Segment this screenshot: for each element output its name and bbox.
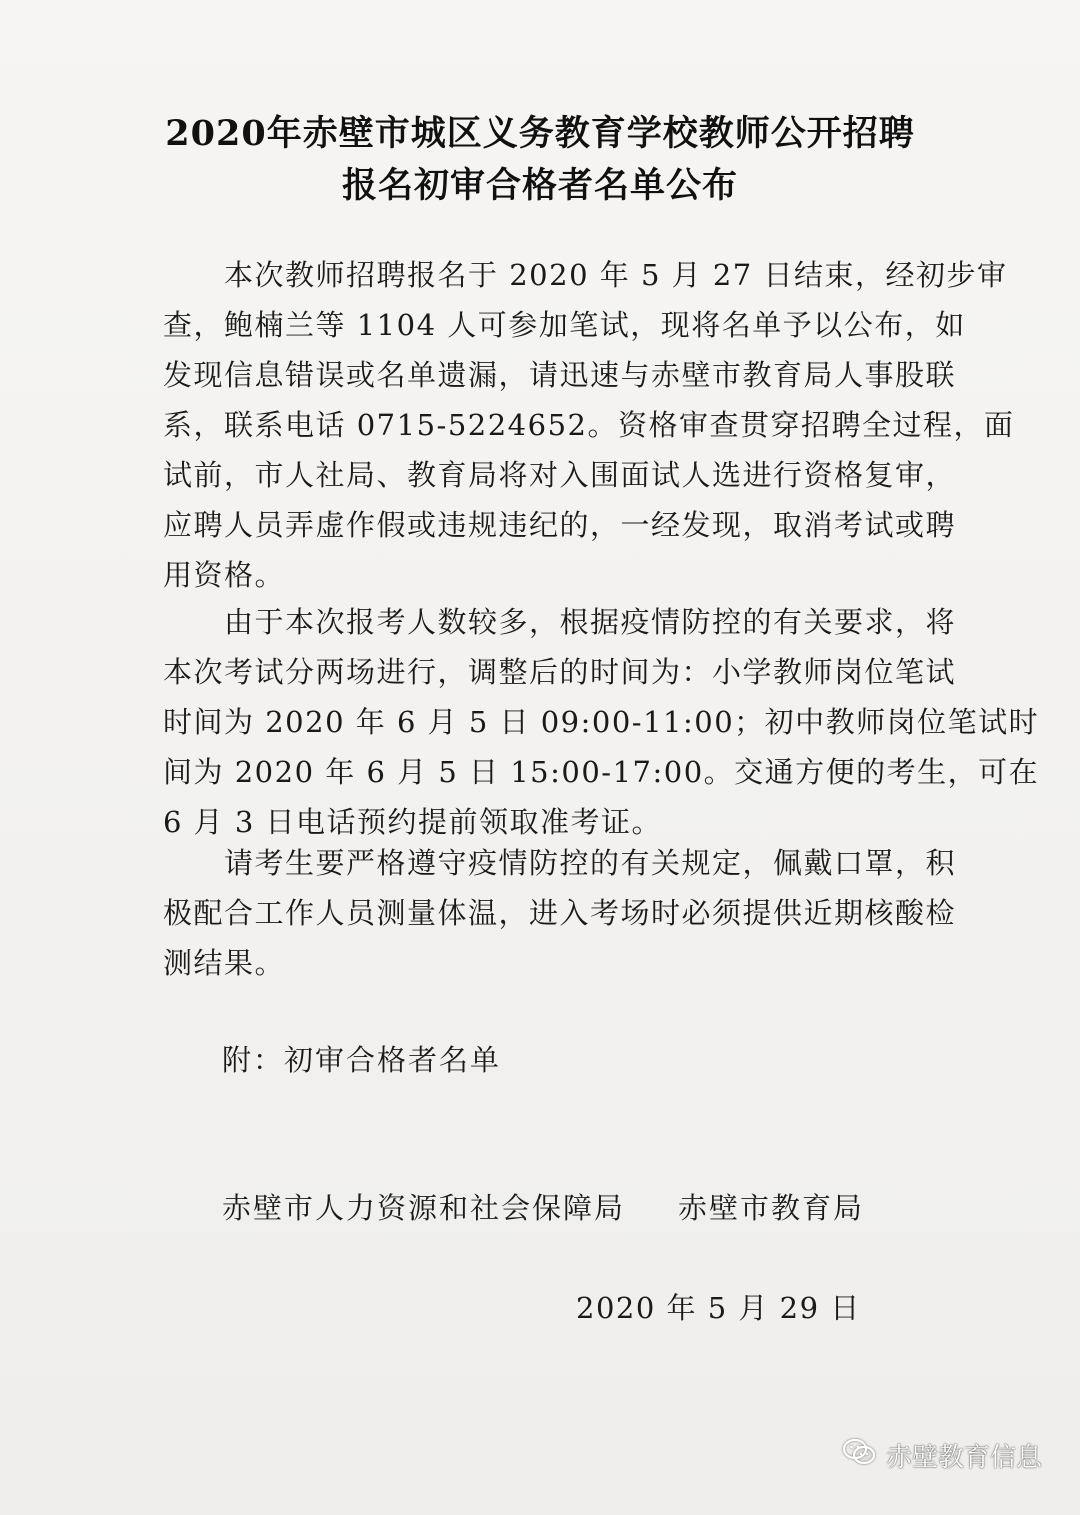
signatory-hr-bureau: 赤壁市人力资源和社会保障局 — [222, 1191, 626, 1225]
wechat-icon — [842, 1437, 876, 1474]
paragraph-line: 试前，市人社局、教育局将对入围面试人选进行资格复审， — [163, 458, 957, 492]
paragraph-line: 请考生要严格遵守疫情防控的有关规定，佩戴口罩，积 — [163, 846, 957, 880]
paragraph-line: 系，联系电话 0715-5224652。资格审查贯穿招聘全过程，面 — [163, 408, 1015, 442]
paragraph-line: 应聘人员弄虚作假或违规违纪的，一经发现，取消考试或聘 — [163, 508, 957, 542]
paragraph-line: 间为 2020 年 6 月 5 日 15:00-17:00。交通方便的考生，可在 — [163, 755, 1040, 789]
paragraph-line: 用资格。 — [163, 558, 286, 592]
paragraph-exam-schedule — [163, 597, 1040, 847]
signatory-education-bureau: 赤壁市教育局 — [678, 1191, 865, 1225]
paragraph-line: 时间为 2020 年 6 月 5 日 09:00-11:00；初中教师岗位笔试时 — [163, 705, 1040, 739]
document-title-line1: 2020年赤壁市城区义务教育学校教师公开招聘 — [165, 113, 915, 154]
paragraph-line: 由于本次报考人数较多，根据疫情防控的有关要求，将 — [163, 605, 957, 639]
paragraph-line: 极配合工作人员测量体温，进入考场时必须提供近期核酸检 — [163, 896, 957, 930]
paragraph-line: 测结果。 — [163, 946, 286, 980]
document-title-line2: 报名初审合格者名单公布 — [341, 165, 738, 206]
paragraph-line: 查，鲍楠兰等 1104 人可参加笔试，现将名单予以公布，如 — [163, 308, 966, 342]
paragraph-line: 6 月 3 日电话预约提前领取准考证。 — [163, 805, 663, 839]
paragraph-registration — [163, 250, 1015, 600]
watermark-text: 赤壁教育信息 — [885, 1443, 1042, 1473]
paragraph-line: 本次考试分两场进行，调整后的时间为：小学教师岗位笔试 — [163, 655, 957, 689]
paragraph-line: 发现信息错误或名单遗漏，请迅速与赤壁市教育局人事股联 — [163, 358, 957, 392]
document-date: 2020 年 5 月 29 日 — [576, 1291, 861, 1325]
paragraph-line: 本次教师招聘报名于 2020 年 5 月 27 日结束，经初步审 — [163, 258, 1008, 292]
watermark — [842, 1437, 1042, 1474]
attachment-note: 附：初审合格者名单 — [222, 1043, 502, 1077]
paragraph-epidemic-rules — [163, 838, 957, 988]
